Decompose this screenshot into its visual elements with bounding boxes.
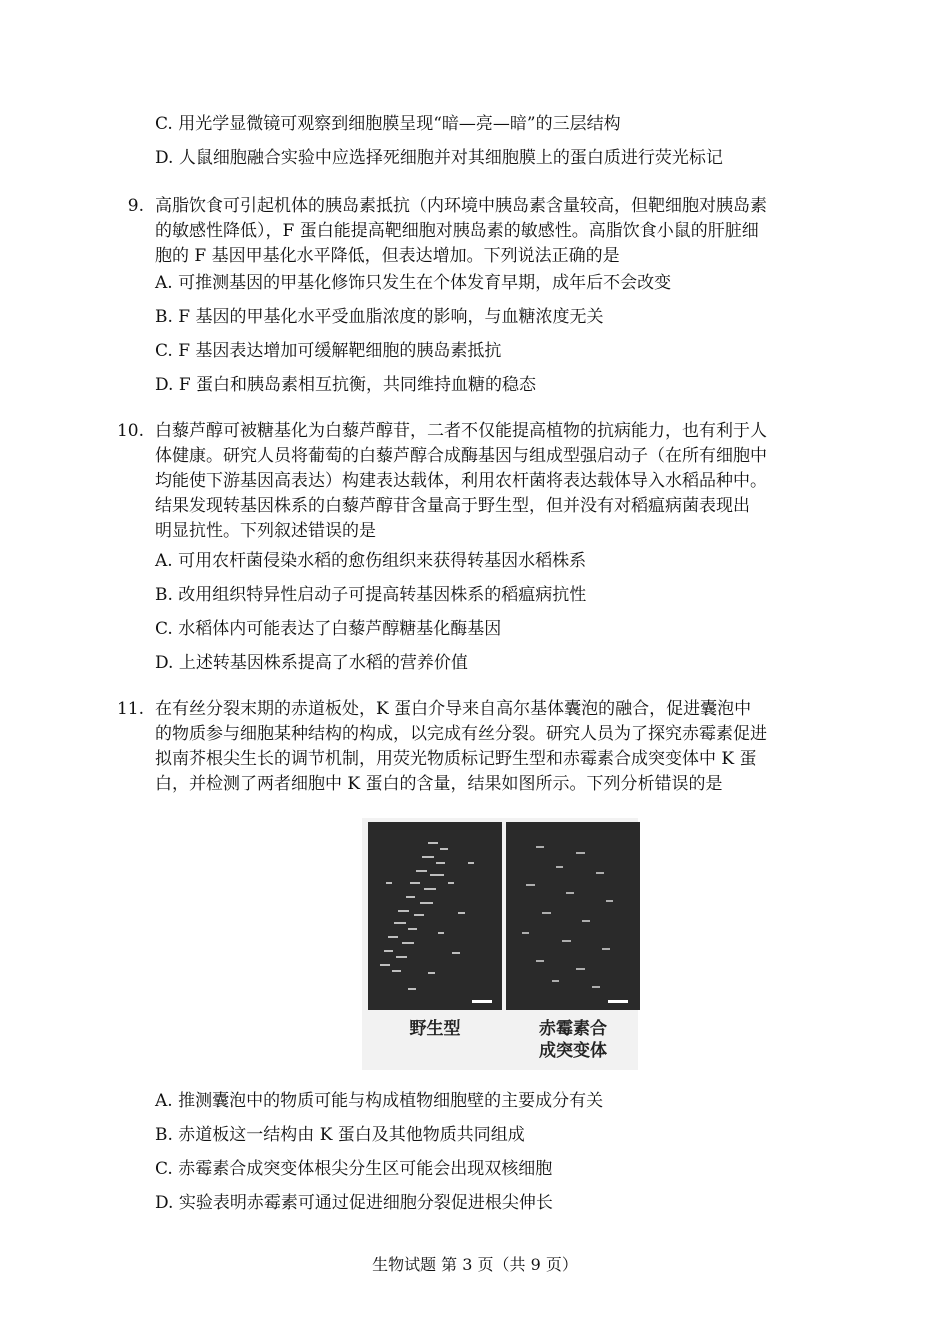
q11-option-c: C. 赤霉素合成突变体根尖分生区可能会出现双核细胞 — [155, 1159, 553, 1179]
q8-option-c: C. 用光学显微镜可观察到细胞膜呈现“暗—亮—暗”的三层结构 — [155, 114, 621, 134]
q9-stem-line: 胞的 F 基因甲基化水平降低，但表达增加。下列说法正确的是 — [155, 246, 620, 266]
page-footer: 生物试题 第 3 页（共 9 页） — [372, 1255, 578, 1274]
wild-type-label: 野生型 — [409, 1019, 461, 1039]
q9-option-b: B. F 基因的甲基化水平受血脂浓度的影响，与血糖浓度无关 — [155, 307, 604, 327]
q10-option-d: D. 上述转基因株系提高了水稻的营养价值 — [155, 653, 468, 673]
mutant-label-line1: 赤霉素合 — [539, 1019, 607, 1039]
q11-stem-line: 拟南芥根尖生长的调节机制，用荧光物质标记野生型和赤霉素合成突变体中 K 蛋 — [155, 749, 757, 769]
q11-stem-line: 在有丝分裂末期的赤道板处，K 蛋白介导来自高尔基体囊泡的融合，促进囊泡中 — [155, 699, 752, 719]
q10-number: 10. — [116, 421, 144, 441]
q10-stem-line: 结果发现转基因株系的白藜芦醇苷含量高于野生型，但并没有对稻瘟病菌表现出 — [155, 496, 750, 516]
q10-option-b: B. 改用组织特异性启动子可提高转基因株系的稻瘟病抗性 — [155, 585, 587, 605]
q9-option-a: A. 可推测基因的甲基化修饰只发生在个体发育早期，成年后不会改变 — [155, 273, 672, 293]
q9-stem-line: 的敏感性降低），F 蛋白能提高靶细胞对胰岛素的敏感性。高脂饮食小鼠的肝脏细 — [155, 221, 759, 241]
q10-stem-line: 均能使下游基因高表达）构建表达载体，利用农杆菌将表达载体导入水稻品种中。 — [155, 471, 767, 491]
q11-stem-line: 白，并检测了两者细胞中 K 蛋白的含量，结果如图所示。下列分析错误的是 — [155, 774, 723, 794]
wild-type-micrograph — [368, 822, 502, 1010]
q9-option-c: C. F 基因表达增加可缓解靶细胞的胰岛素抵抗 — [155, 341, 502, 361]
q10-option-c: C. 水稻体内可能表达了白藜芦醇糖基化酶基因 — [155, 619, 502, 639]
q9-number: 9. — [127, 196, 144, 216]
q10-stem-line: 明显抗性。下列叙述错误的是 — [155, 521, 376, 541]
q10-stem-line: 体健康。研究人员将葡萄的白藜芦醇合成酶基因与组成型强启动子（在所有细胞中 — [155, 446, 767, 466]
q10-stem-line: 白藜芦醇可被糖基化为白藜芦醇苷，二者不仅能提高植物的抗病能力，也有利于人 — [155, 421, 767, 441]
mutant-label-line2: 成突变体 — [539, 1041, 607, 1061]
q9-stem-line: 高脂饮食可引起机体的胰岛素抵抗（内环境中胰岛素含量较高，但靶细胞对胰岛素 — [155, 196, 767, 216]
mutant-micrograph — [506, 822, 640, 1010]
q9-option-d: D. F 蛋白和胰岛素相互抗衡，共同维持血糖的稳态 — [155, 375, 537, 395]
q11-option-b: B. 赤道板这一结构由 K 蛋白及其他物质共同组成 — [155, 1125, 525, 1145]
q11-option-d: D. 实验表明赤霉素可通过促进细胞分裂促进根尖伸长 — [155, 1193, 553, 1213]
micrograph-figure — [362, 818, 638, 1070]
q8-option-d: D. 人鼠细胞融合实验中应选择死细胞并对其细胞膜上的蛋白质进行荧光标记 — [155, 148, 723, 168]
q11-stem-line: 的物质参与细胞某种结构的构成，以完成有丝分裂。研究人员为了探究赤霉素促进 — [155, 724, 767, 744]
q11-option-a: A. 推测囊泡中的物质可能与构成植物细胞壁的主要成分有关 — [155, 1091, 604, 1111]
q11-number: 11. — [116, 699, 144, 719]
q10-option-a: A. 可用农杆菌侵染水稻的愈伤组织来获得转基因水稻株系 — [155, 551, 587, 571]
